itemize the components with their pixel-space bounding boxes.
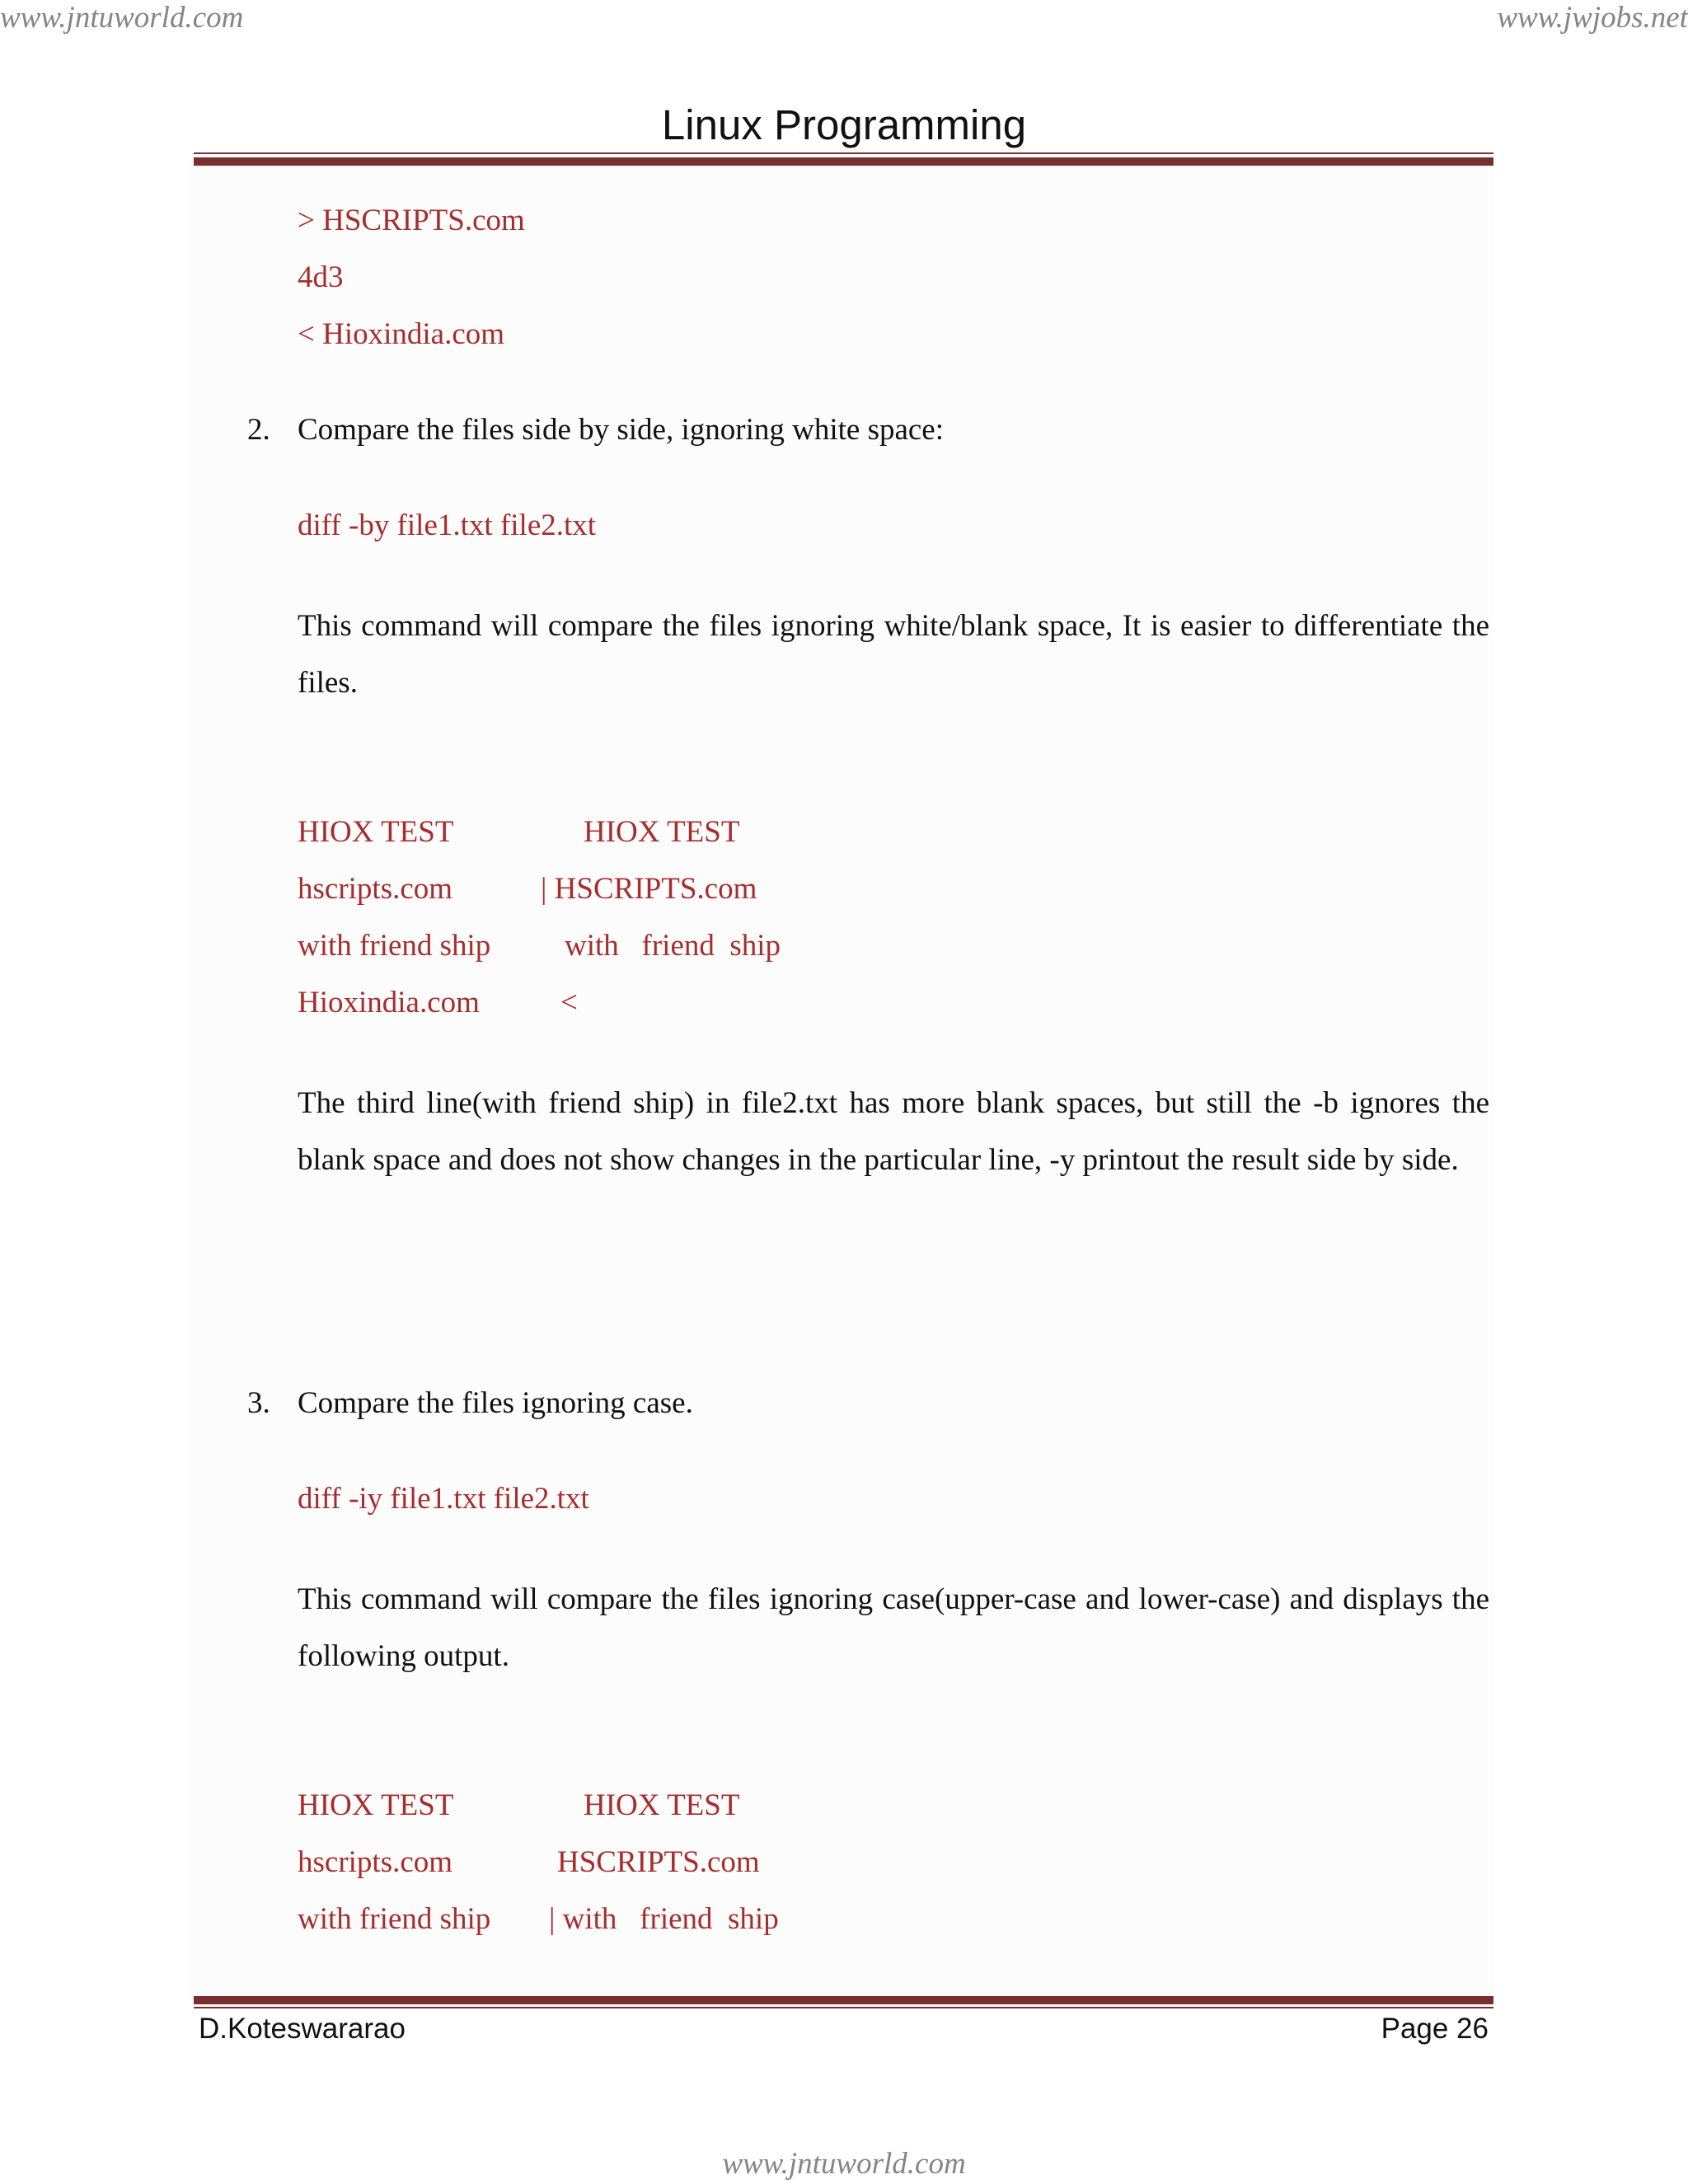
item2-explanation: The third line(with friend ship) in file2.txt has more blank spaces, but still the -b ignores the blank space and does not show changes in the particular line, -y printout the result side by side. [298,1086,1489,1177]
prev-output-line: > HSCRIPTS.com [298,204,525,237]
footer-page-number: Page 26 [1381,2013,1489,2045]
item2-output-left: hscripts.com [298,872,453,906]
item2-command: diff -by file1.txt file2.txt [298,509,597,542]
item3-number: 3. [247,1386,270,1420]
item2-output-left: Hioxindia.com [298,986,480,1019]
item2-output-left: HIOX TEST [298,815,454,849]
prev-output-line: 4d3 [298,260,344,294]
item2-description: This command will compare the files ignoring white/blank space, It is easier to differentiate the files. [298,609,1489,700]
item2-heading: Compare the files side by side, ignoring white space: [298,413,945,447]
item3-description: This command will compare the files ignoring case(upper-case and lower-case) and displays the following output. [298,1582,1489,1673]
item2-output-right: with friend ship [565,929,781,963]
item3-heading: Compare the files ignoring case. [298,1386,693,1420]
item3-output-left: HIOX TEST [298,1788,454,1822]
item2-number: 2. [247,413,270,447]
item2-output-right: | HSCRIPTS.com [541,872,757,906]
item2-output-right: < [560,986,578,1019]
item3-output-left: hscripts.com [298,1845,453,1879]
footer-rule-thin [194,2007,1493,2008]
header-rule-thick [194,157,1493,166]
item3-output-right: | with friend ship [549,1902,779,1936]
header-rule-thin [194,152,1493,154]
footer-rule-thick [194,1996,1493,2004]
item2-output-left: with friend ship [298,929,491,963]
item3-output-right: HSCRIPTS.com [557,1845,760,1879]
item3-output-right: HIOX TEST [584,1788,740,1822]
watermark-top-left: www.jntuworld.com [0,1,244,35]
item2-output-right: HIOX TEST [584,815,740,849]
item3-output-left: with friend ship [298,1902,491,1936]
item3-command: diff -iy file1.txt file2.txt [298,1482,589,1516]
page-title: Linux Programming [661,101,1027,148]
watermark-top-right: www.jwjobs.net [1497,1,1688,35]
prev-output-line: < Hioxindia.com [298,317,505,351]
watermark-bottom: www.jntuworld.com [722,2147,966,2181]
footer-author: D.Koteswararao [199,2013,406,2045]
